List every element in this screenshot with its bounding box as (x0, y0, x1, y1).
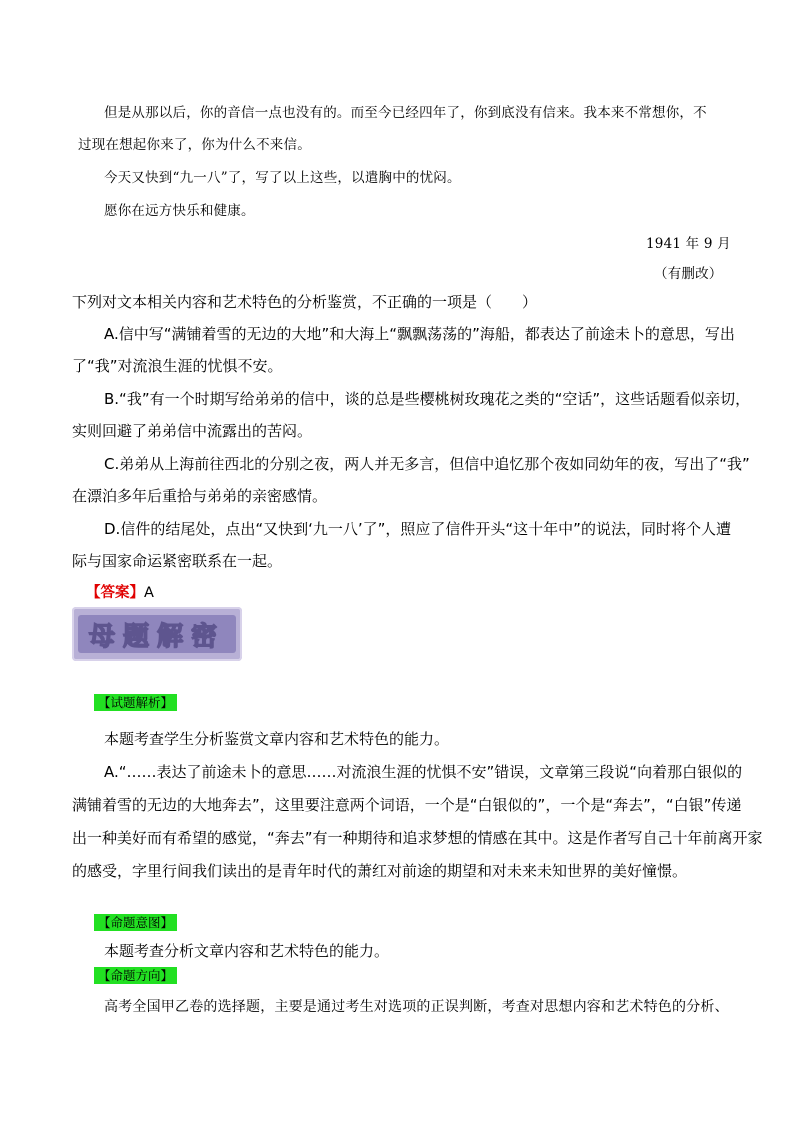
section-banner-inner (78, 615, 236, 653)
option-b-line-2: 实则回避了弟弟信中流露出的苦闷。 (72, 422, 313, 440)
analysis-line-4: 的感受，字里行间我们读出的是青年时代的萧红对前途的期望和对未来未知世界的美好憧憬。 (72, 862, 688, 880)
direction-tag: 【命题方向】 (94, 967, 177, 984)
letter-paragraph-2: 今天又快到“九一八”了，写了以上这些，以遣胸中的忧闷。 (104, 170, 461, 186)
option-c-line-1: C.弟弟从上海前往西北的分别之夜，两人并无多言，但信中追忆那个夜如同幼年的夜，写出了“我” (104, 455, 750, 473)
option-a-line-2: 了“我”对流浪生涯的忧惧不安。 (72, 357, 283, 375)
intent-text: 本题考查分析文章内容和艺术特色的能力。 (104, 942, 390, 960)
intent-tag: 【命题意图】 (94, 914, 177, 931)
answer-label: 【答案】 (86, 585, 144, 601)
answer (86, 581, 154, 602)
analysis-intro: 本题考查学生分析鉴赏文章内容和艺术特色的能力。 (104, 730, 450, 748)
letter-paragraph-1-line-2: 过现在想起你来了，你为什么不来信。 (78, 137, 311, 153)
letter-paragraph-3: 愿你在远方快乐和健康。 (104, 203, 255, 219)
option-b-line-1: B.“我”有一个时期写给弟弟的信中，谈的总是些樱桃树玫瑰花之类的“空话”，这些话题看似亲切， (104, 390, 751, 408)
letter-paragraph-1-line-1: 但是从那以后，你的音信一点也没有的。而至今已经四年了，你到底没有信来。我本来不常想你，不 (104, 105, 707, 121)
question-stem: 下列对文本相关内容和艺术特色的分析鉴赏，不正确的一项是（ ） (72, 293, 538, 311)
analysis-tag: 【试题解析】 (94, 694, 177, 711)
analysis-line-3: 出一种美好而有希望的感觉，“奔去”有一种期待和追求梦想的情感在其中。这是作者写自己十年前离开家 (72, 829, 763, 847)
source-note: （有删改） (654, 266, 723, 282)
option-d-line-1: D.信件的结尾处，点出“又快到‘九一八’了”，照应了信件开头“这十年中”的说法，同时将个人遭 (104, 520, 731, 538)
section-banner-text: 母题解密 (88, 621, 225, 652)
option-c-line-2: 在漂泊多年后重拾与弟弟的亲密感情。 (72, 487, 328, 505)
analysis-line-1: A.“……表达了前途未卜的意思……对流浪生涯的忧惧不安”错误，文章第三段说“向着那白银似的 (104, 763, 743, 781)
option-a-line-1: A.信中写“满铺着雪的无边的大地”和大海上“飘飘荡荡的”海船，都表达了前途未卜的意思，写出 (104, 325, 735, 343)
answer-value: A (144, 585, 154, 601)
section-banner (72, 607, 242, 661)
letter-date: 1941 年 9 月 (646, 236, 731, 252)
direction-text: 高考全国甲乙卷的选择题，主要是通过考生对选项的正误判断，考查对思想内容和艺术特色的分析、 (104, 999, 729, 1015)
analysis-line-2: 满铺着雪的无边的大地奔去”，这里要注意两个词语，一个是“白银似的”，一个是“奔去”，“白银”传递 (72, 796, 742, 814)
option-d-line-2: 际与国家命运紧密联系在一起。 (72, 552, 283, 570)
